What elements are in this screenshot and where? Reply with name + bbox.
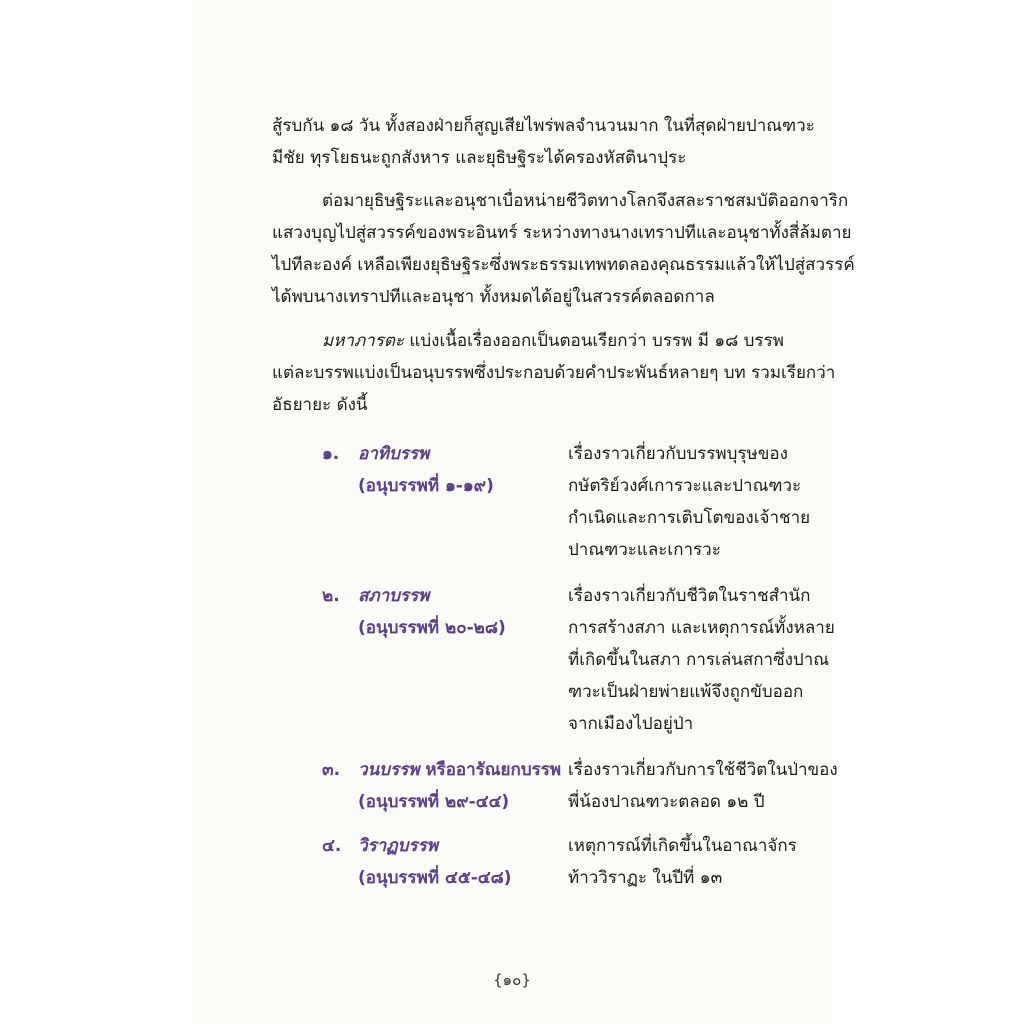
entry-title-alt: หรืออารัณยกบรรพ	[419, 760, 562, 780]
entry-title: วนบรรพ หรืออารัณยกบรรพ	[358, 760, 562, 780]
desc-line: ที่เกิดขึ้นในสภา การเล่นสกาซึ่งปาณ	[568, 650, 830, 670]
paragraph-1	[272, 110, 815, 174]
paragraph-3	[272, 325, 836, 421]
desc-line: กษัตริย์วงศ์เการวะและปาณฑวะ	[568, 476, 802, 496]
entry-number: ๔.	[322, 836, 342, 856]
text-line	[272, 325, 803, 357]
entry-number: ๑.	[322, 444, 340, 464]
text-line: อัธยายะ ดังนี้	[272, 395, 368, 415]
text-line: สู้รบกัน ๑๘ วัน ทั้งสองฝ่ายก็สูญเสียไพร่พลจำนวนมาก ในที่สุดฝ่ายปาณฑวะ	[272, 116, 815, 136]
text-fragment: แบ่งเนื้อเรื่องออกเป็นตอนเรียกว่า บรรพ มี ๑๘ บรรพ	[404, 331, 784, 351]
paragraph-2	[272, 185, 855, 313]
entry-number: ๒.	[322, 586, 340, 606]
desc-line: เรื่องราวเกี่ยวกับชีวิตในราชสำนัก	[568, 586, 811, 606]
text-line: แต่ละบรรพแบ่งเป็นอนุบรรพซึ่งประกอบด้วยคำประพันธ์หลายๆ บท รวมเรียกว่า	[272, 363, 836, 383]
desc-line: เรื่องราวเกี่ยวกับการใช้ชีวิตในป่าของ	[568, 760, 838, 780]
desc-line: การสร้างสภา และเหตุการณ์ทั้งหลาย	[568, 618, 835, 638]
desc-line: จากเมืองไปอยู่ป่า	[568, 714, 694, 734]
page-number: {๑๐}	[493, 971, 531, 989]
desc-line: กำเนิดและการเติบโตของเจ้าชาย	[568, 508, 811, 528]
entry-description	[568, 830, 808, 894]
entry-description	[568, 438, 811, 566]
entry-title: อาทิบรรพ	[358, 444, 430, 464]
entry-description	[568, 580, 835, 740]
entry-description	[568, 754, 838, 818]
text-line: มีชัย ทุรโยธนะถูกสังหาร และยุธิษฐิระได้ครองหัสตินาปุระ	[272, 148, 687, 168]
book-title-italic: มหาภารตะ	[322, 331, 405, 351]
desc-line: พี่น้องปาณฑวะตลอด ๑๒ ปี	[568, 792, 765, 812]
entry-subtitle: (อนุบรรพที่ ๔๕-๔๘)	[358, 868, 512, 888]
desc-line: เรื่องราวเกี่ยวกับบรรพบุรุษของ	[568, 444, 788, 464]
entry-subtitle: (อนุบรรพที่ ๒๙-๔๔)	[358, 792, 510, 812]
text-line: ได้พบนางเทราปทีและอนุชา ทั้งหมดได้อยู่ในสวรรค์ตลอดกาล	[272, 287, 715, 307]
entry-title: สภาบรรพ	[358, 586, 430, 606]
desc-line: ท้าววิราฏะ ในปีที่ ๑๓	[568, 868, 723, 888]
desc-line: ปาณฑวะและเการวะ	[568, 540, 721, 560]
entry-subtitle: (อนุบรรพที่ ๒๐-๒๘)	[358, 618, 506, 638]
entry-subtitle: (อนุบรรพที่ ๑-๑๙)	[358, 476, 494, 496]
text-line: แสวงบุญไปสู่สวรรค์ของพระอินทร์ ระหว่างทางนางเทราปทีและอนุชาทั้งสี่ล้มตาย	[272, 223, 852, 243]
entry-title: วิราฏบรรพ	[358, 836, 438, 856]
text-line: ต่อมายุธิษฐิระและอนุชาเบื่อหน่ายชีวิตทางโลกจึงสละราชสมบัติออกจาริก	[322, 191, 849, 211]
desc-line: เหตุการณ์ที่เกิดขึ้นในอาณาจักร	[568, 836, 797, 856]
text-line: ไปทีละองค์ เหลือเพียงยุธิษฐิระซึ่งพระธรรมเทพทดลองคุณธรรมแล้วให้ไปสู่สวรรค์	[272, 255, 855, 275]
entry-number: ๓.	[322, 760, 341, 780]
desc-line: ฑวะเป็นฝ่ายพ่ายแพ้จึงถูกขับออก	[568, 682, 804, 702]
